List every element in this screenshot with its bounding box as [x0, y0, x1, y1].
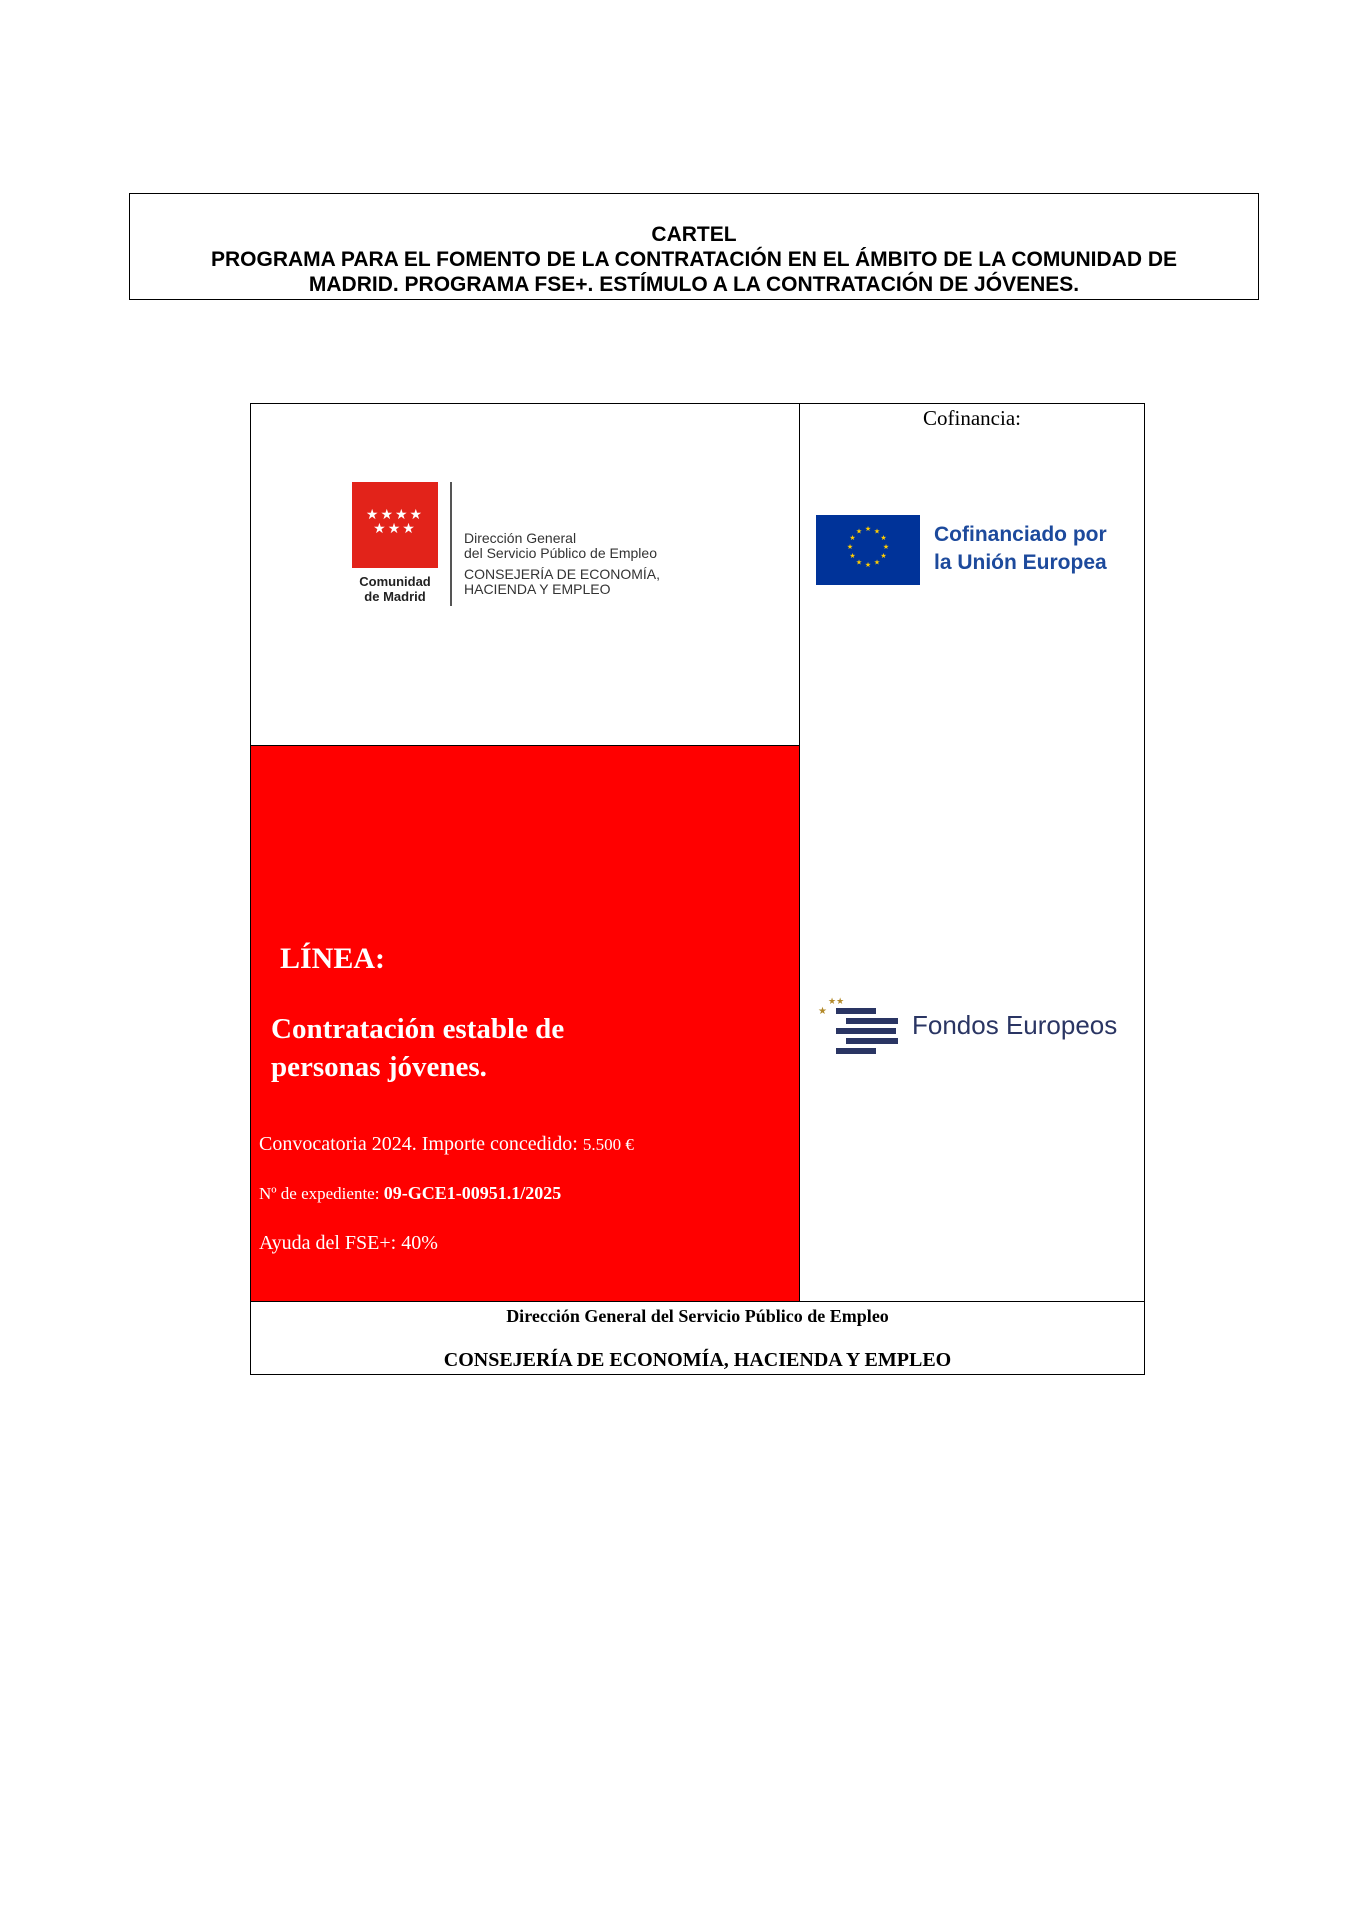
svg-text:★: ★	[864, 561, 872, 569]
title-line-2: PROGRAMA PARA EL FOMENTO DE LA CONTRATACIÓN EN EL ÁMBITO DE LA COMUNIDAD DE	[211, 248, 1177, 271]
fondos-europeos-logo	[816, 994, 1136, 1064]
madrid-stars-icon: ★★★★ ★★★	[365, 507, 425, 537]
svg-text:★: ★	[849, 534, 856, 542]
svg-text:★: ★	[873, 527, 881, 536]
footer-cell	[251, 1301, 1144, 1374]
linea-description	[271, 1010, 564, 1086]
madrid-text-line-4: HACIENDA Y EMPLEO	[464, 581, 611, 597]
ayuda-fse-line: Ayuda del FSE+: 40%	[259, 1232, 438, 1254]
eu-logo-text	[934, 521, 1107, 577]
svg-text:★: ★	[846, 543, 854, 551]
svg-text:★: ★	[882, 543, 890, 551]
svg-text:★: ★	[818, 1006, 827, 1017]
eu-cofinanciado-logo	[816, 515, 1136, 587]
logo-divider	[450, 482, 452, 606]
importe-value: 5.500 €	[582, 1135, 634, 1154]
madrid-flag-icon	[352, 482, 438, 568]
comunidad-de-madrid-logo	[352, 482, 712, 612]
footer-consejeria: CONSEJERÍA DE ECONOMÍA, HACIENDA Y EMPLEO	[443, 1349, 952, 1371]
linea-title: LÍNEA:	[280, 942, 386, 975]
madrid-text-line-2: del Servicio Público de Empleo	[464, 545, 657, 561]
madrid-logo-name	[352, 574, 438, 604]
svg-text:★★: ★★	[828, 997, 845, 1007]
title-line-3: MADRID. PROGRAMA FSE+. ESTÍMULO A LA CONTRATACIÓN DE JÓVENES.	[308, 273, 1080, 296]
convocatoria-line	[259, 1133, 634, 1156]
expediente-line	[259, 1183, 561, 1204]
linea-panel	[251, 745, 800, 1301]
expediente-value: 09-GCE1-00951.1/2025	[383, 1183, 562, 1203]
expediente-label: Nº de expediente:	[259, 1184, 380, 1203]
svg-text:★: ★	[855, 527, 863, 536]
fondos-europeos-text: Fondos Europeos	[912, 1010, 1118, 1040]
eu-flag-icon	[816, 515, 920, 585]
eu-text-line-1: Cofinanciado por	[934, 523, 1107, 546]
poster-table	[250, 403, 1145, 1375]
eu-text-line-2: la Unión Europea	[934, 551, 1107, 574]
madrid-name-line-2: de Madrid	[364, 589, 426, 604]
fondos-europeos-icon	[816, 994, 906, 1064]
document-title-box	[129, 193, 1259, 300]
svg-text:★: ★	[873, 558, 881, 567]
madrid-text-line-3: CONSEJERÍA DE ECONOMÍA,	[464, 566, 661, 582]
linea-desc-line-2: personas jóvenes.	[271, 1051, 487, 1083]
cofinancia-cell	[800, 404, 1144, 1301]
svg-text:★: ★	[880, 534, 887, 542]
madrid-name-line-1: Comunidad	[359, 574, 431, 589]
title-cartel: CARTEL	[651, 223, 737, 246]
svg-text:★: ★	[864, 525, 872, 533]
svg-text:★: ★	[855, 558, 863, 567]
svg-text:★: ★	[849, 552, 856, 560]
svg-text:★: ★	[880, 552, 887, 560]
cofinancia-label: Cofinancia:	[923, 406, 1021, 430]
linea-desc-line-1: Contratación estable de	[271, 1013, 565, 1045]
footer-direccion-general: Dirección General del Servicio Público de Empleo	[506, 1306, 889, 1326]
madrid-logo-cell	[251, 404, 800, 745]
madrid-text-line-1: Dirección General	[464, 530, 577, 546]
convocatoria-text: Convocatoria 2024. Importe concedido:	[259, 1133, 578, 1155]
madrid-logo-text	[464, 531, 660, 597]
